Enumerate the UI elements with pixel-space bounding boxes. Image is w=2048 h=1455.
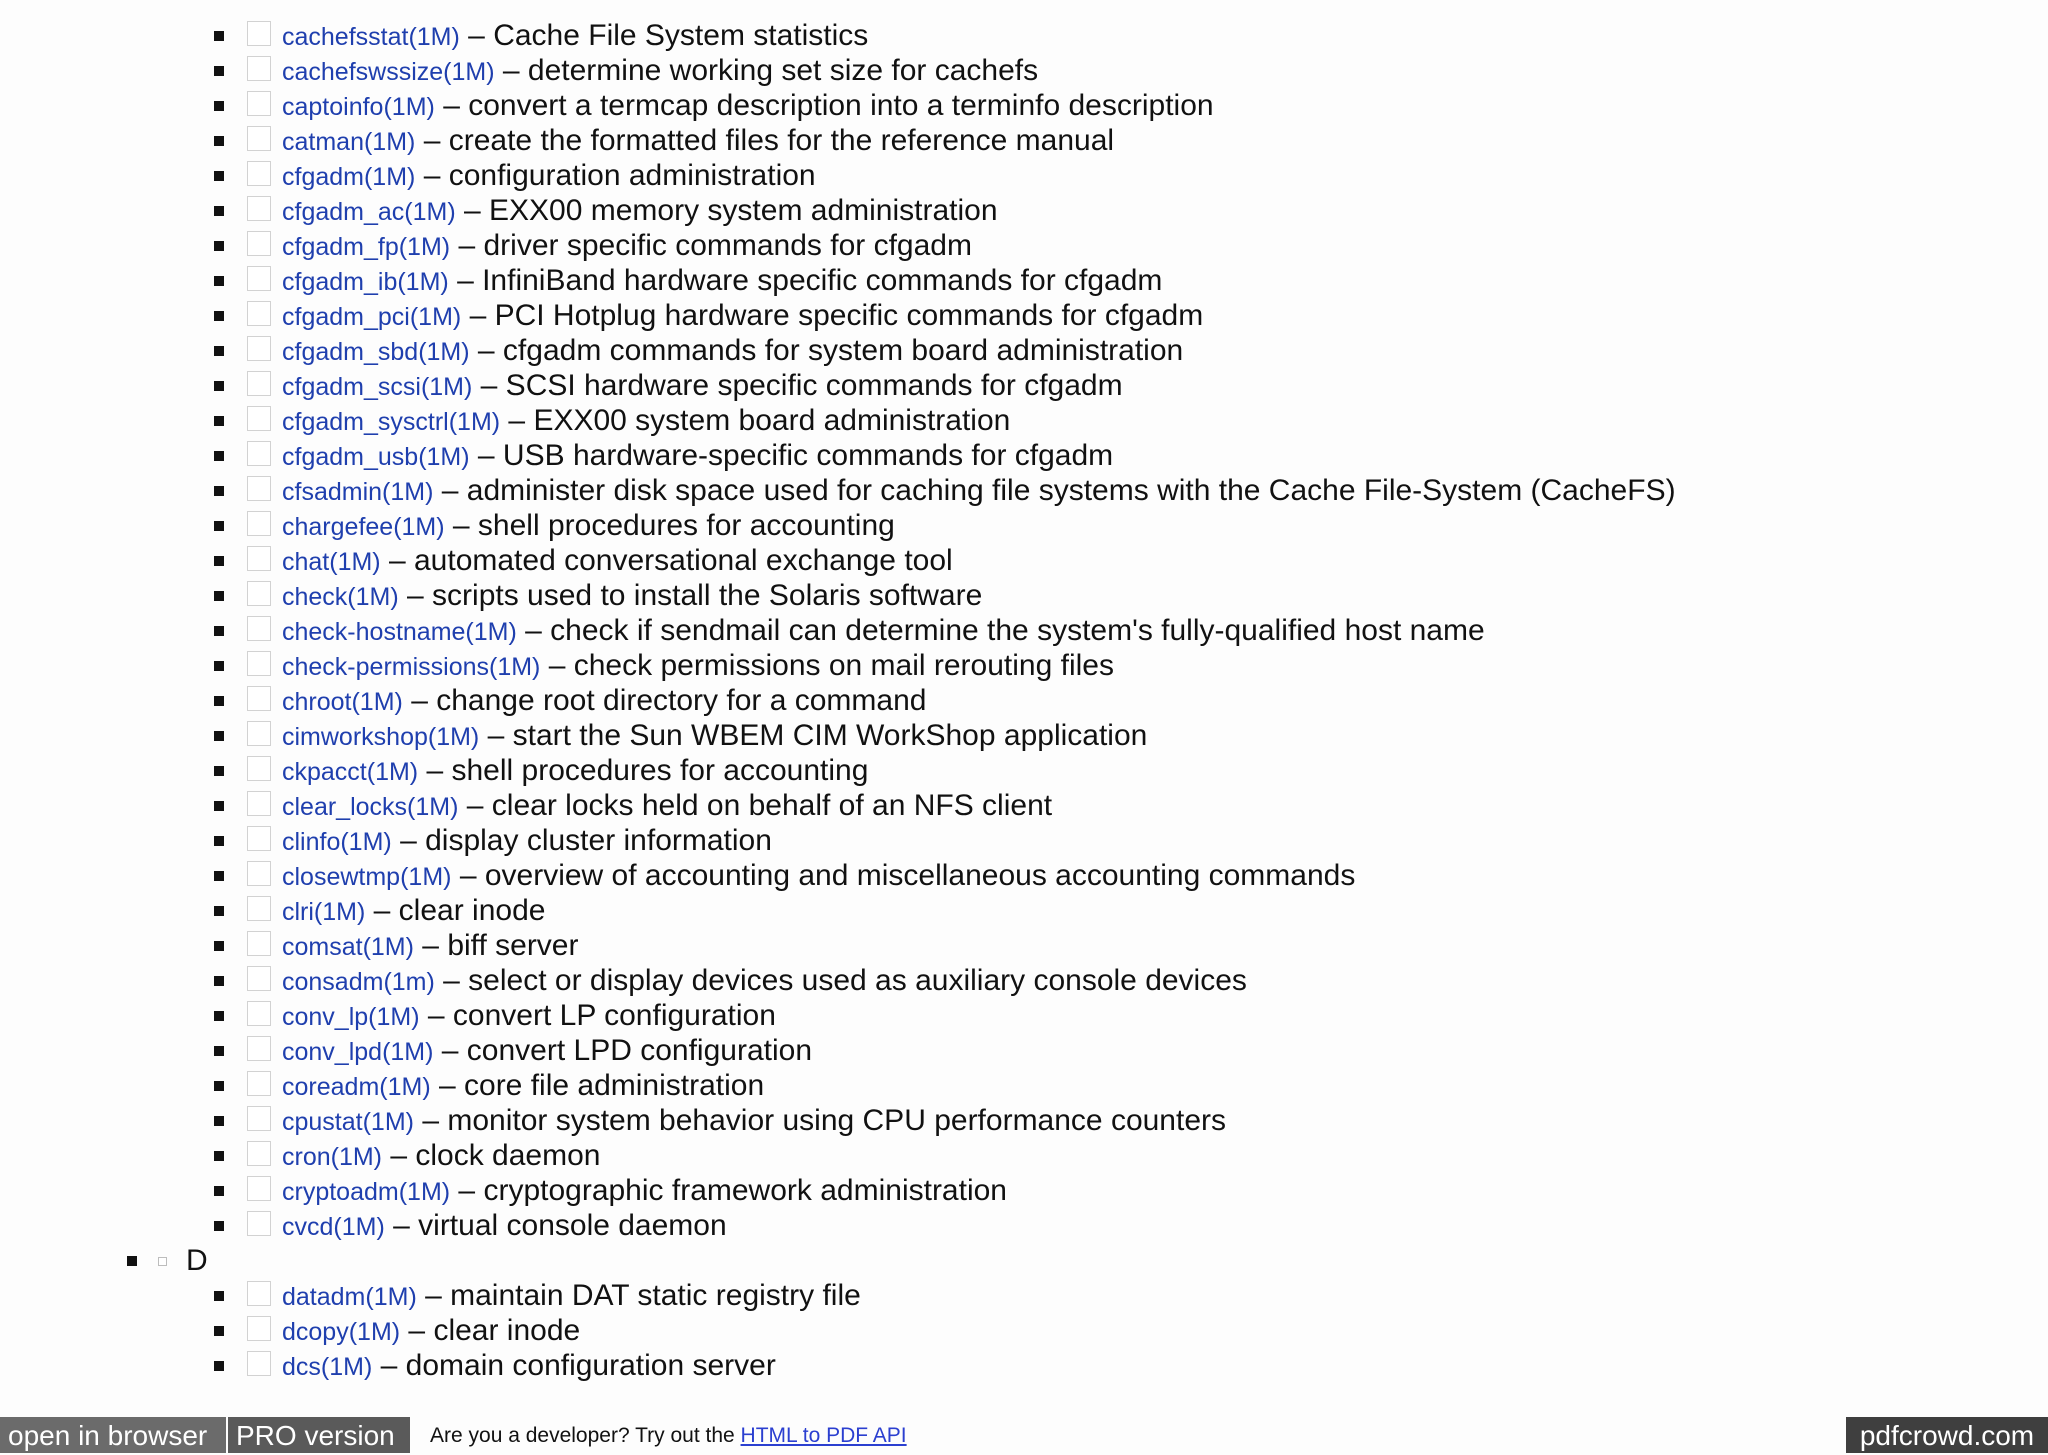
man-page-description: – clear locks held on behalf of an NFS client (458, 789, 1053, 822)
man-page-link[interactable]: clinfo(1M) (282, 828, 392, 856)
man-page-description: – change root directory for a command (402, 684, 927, 717)
man-page-link[interactable]: cfgadm_sbd(1M) (282, 338, 470, 366)
man-page-description: – virtual console daemon (384, 1209, 727, 1242)
bullet-icon (214, 1291, 224, 1301)
man-page-description: – monitor system behavior using CPU performance counters (413, 1104, 1227, 1137)
man-page-description: – cryptographic framework administration (450, 1174, 1007, 1207)
bullet-icon (214, 906, 224, 916)
pro-version-button[interactable]: PRO version (228, 1417, 410, 1453)
man-page-description: – USB hardware-specific commands for cfgadm (469, 439, 1114, 472)
pdfcrowd-brand-link[interactable]: pdfcrowd.com (1846, 1417, 2048, 1453)
list-item (0, 333, 2048, 368)
checkbox[interactable] (247, 1211, 271, 1236)
man-page-link[interactable]: cfgadm_ib(1M) (282, 268, 449, 296)
bullet-icon (214, 486, 224, 496)
list-item (0, 1103, 2048, 1138)
man-page-link[interactable]: clear_locks(1M) (282, 793, 459, 821)
bullet-icon (214, 731, 224, 741)
checkbox[interactable] (247, 476, 271, 501)
checkbox[interactable] (247, 1001, 271, 1026)
list-item (0, 228, 2048, 263)
checkbox[interactable] (247, 651, 271, 676)
list-item (0, 543, 2048, 578)
list-item (0, 473, 2048, 508)
checkbox[interactable] (247, 756, 271, 781)
list-item (0, 403, 2048, 438)
bullet-icon (214, 1081, 224, 1091)
man-page-link[interactable]: cfgadm(1M) (282, 163, 416, 191)
man-page-link[interactable]: captoinfo(1M) (282, 93, 435, 121)
checkbox[interactable] (247, 56, 271, 81)
man-page-link[interactable]: check-permissions(1M) (282, 653, 541, 681)
man-page-link[interactable]: cfgadm_scsi(1M) (282, 373, 473, 401)
man-page-link[interactable]: cfgadm_ac(1M) (282, 198, 456, 226)
list-item (0, 88, 2048, 123)
bullet-icon (214, 381, 224, 391)
man-page-description: – administer disk space used for caching file systems with the Cache File-System (CacheFS) (433, 474, 1676, 507)
man-page-description: – biff server (413, 929, 579, 962)
checkbox[interactable] (247, 721, 271, 746)
man-page-description: – clear inode (365, 894, 546, 927)
list-item (0, 263, 2048, 298)
man-page-link[interactable]: ckpacct(1M) (282, 758, 419, 786)
checkbox[interactable] (247, 931, 271, 956)
man-page-link[interactable]: coreadm(1M) (282, 1073, 431, 1101)
bullet-icon (214, 1361, 224, 1371)
man-page-link[interactable]: cachefswssize(1M) (282, 58, 495, 86)
man-page-description: – shell procedures for accounting (418, 754, 869, 787)
man-page-description: – domain configuration server (372, 1349, 776, 1382)
bullet-icon (214, 1221, 224, 1231)
open-in-browser-button[interactable]: open in browser (0, 1417, 226, 1453)
man-page-link[interactable]: cfgadm_sysctrl(1M) (282, 408, 501, 436)
list-item (0, 578, 2048, 613)
man-page-link[interactable]: cfgadm_pci(1M) (282, 303, 462, 331)
checkbox[interactable] (247, 1071, 271, 1096)
man-page-description: – select or display devices used as auxiliary console devices (434, 964, 1247, 997)
section-header-d (0, 1243, 2048, 1278)
man-page-description: – convert LP configuration (419, 999, 776, 1032)
man-page-link[interactable]: cimworkshop(1M) (282, 723, 480, 751)
bullet-icon (214, 101, 224, 111)
man-page-link[interactable]: cpustat(1M) (282, 1108, 414, 1136)
man-page-description: – EXX00 memory system administration (455, 194, 998, 227)
checkbox[interactable] (247, 581, 271, 606)
list-item (0, 823, 2048, 858)
man-page-description: – scripts used to install the Solaris software (398, 579, 983, 612)
list-item (0, 718, 2048, 753)
man-page-link[interactable]: check-hostname(1M) (282, 618, 517, 646)
man-page-description: – Cache File System statistics (459, 19, 869, 52)
checkbox[interactable] (247, 686, 271, 711)
bullet-icon (214, 346, 224, 356)
man-page-description: – core file administration (430, 1069, 765, 1102)
list-item (0, 1313, 2048, 1348)
man-page-description: – PCI Hotplug hardware specific commands for cfgadm (461, 299, 1204, 332)
man-page-link[interactable]: cvcd(1M) (282, 1213, 385, 1241)
list-item (0, 1173, 2048, 1208)
man-page-link[interactable]: catman(1M) (282, 128, 416, 156)
bullet-icon (214, 941, 224, 951)
man-page-link[interactable]: cfgadm_fp(1M) (282, 233, 451, 261)
bullet-icon (214, 416, 224, 426)
man-page-description: – determine working set size for cachefs (494, 54, 1039, 87)
man-page-link[interactable]: cfgadm_usb(1M) (282, 443, 470, 471)
man-page-description: – create the formatted files for the reference manual (415, 124, 1115, 157)
bullet-icon (214, 1011, 224, 1021)
man-page-link[interactable]: chat(1M) (282, 548, 381, 576)
checkbox[interactable] (247, 301, 271, 326)
checkbox[interactable] (247, 1351, 271, 1376)
list-item (0, 1138, 2048, 1173)
man-page-link[interactable]: cfsadmin(1M) (282, 478, 434, 506)
bullet-icon (214, 311, 224, 321)
bullet-icon (214, 696, 224, 706)
checkbox[interactable] (247, 231, 271, 256)
bullet-icon (214, 31, 224, 41)
man-page-link[interactable]: dcs(1M) (282, 1353, 373, 1381)
list-item (0, 683, 2048, 718)
checkbox[interactable] (247, 91, 271, 116)
list-item (0, 438, 2048, 473)
man-page-link[interactable]: datadm(1M) (282, 1283, 417, 1311)
man-page-link[interactable]: closewtmp(1M) (282, 863, 452, 891)
bullet-icon (214, 1116, 224, 1126)
bullet-icon (214, 801, 224, 811)
list-item (0, 1033, 2048, 1068)
html-to-pdf-api-link[interactable]: HTML to PDF API (740, 1424, 907, 1447)
checkbox[interactable] (247, 1316, 271, 1341)
section-letter: D (186, 1244, 208, 1277)
man-page-link[interactable]: cachefsstat(1M) (282, 23, 460, 51)
man-page-description: – display cluster information (391, 824, 772, 857)
man-page-description: – configuration administration (415, 159, 816, 192)
checkbox[interactable] (247, 1106, 271, 1131)
man-page-description: – convert a termcap description into a terminfo description (434, 89, 1214, 122)
checkbox[interactable] (247, 791, 271, 816)
bullet-icon (127, 1256, 137, 1266)
list-item (0, 613, 2048, 648)
man-page-link[interactable]: check(1M) (282, 583, 399, 611)
bullet-icon (214, 626, 224, 636)
man-page-link[interactable]: clri(1M) (282, 898, 366, 926)
man-page-description: – convert LPD configuration (433, 1034, 812, 1067)
man-page-link[interactable]: cron(1M) (282, 1143, 383, 1171)
checkbox[interactable] (247, 196, 271, 221)
man-page-description: – driver specific commands for cfgadm (450, 229, 972, 262)
list-item (0, 1068, 2048, 1103)
man-page-list (0, 18, 2048, 1383)
list-item (0, 193, 2048, 228)
man-page-description: – overview of accounting and miscellaneous accounting commands (451, 859, 1356, 892)
list-item (0, 963, 2048, 998)
list-item (0, 928, 2048, 963)
man-page-description: – check if sendmail can determine the system's fully-qualified host name (516, 614, 1485, 647)
checkbox[interactable] (247, 511, 271, 536)
checkbox[interactable] (247, 161, 271, 186)
man-page-link[interactable]: comsat(1M) (282, 933, 414, 961)
bullet-icon (214, 871, 224, 881)
checkbox[interactable] (247, 1036, 271, 1061)
checkbox[interactable] (247, 371, 271, 396)
bullet-icon (214, 836, 224, 846)
checkbox[interactable] (247, 826, 271, 851)
list-item (0, 1208, 2048, 1243)
man-page-link[interactable]: chroot(1M) (282, 688, 403, 716)
list-item (0, 788, 2048, 823)
checkbox[interactable] (247, 1281, 271, 1306)
man-page-description: – SCSI hardware specific commands for cfgadm (472, 369, 1123, 402)
man-page-description: – automated conversational exchange tool (380, 544, 953, 577)
bullet-icon (214, 66, 224, 76)
bullet-icon (214, 591, 224, 601)
man-page-description: – shell procedures for accounting (444, 509, 895, 542)
list-item (0, 998, 2048, 1033)
man-page-link[interactable]: consadm(1m) (282, 968, 435, 996)
list-item (0, 753, 2048, 788)
man-page-link[interactable]: dcopy(1M) (282, 1318, 401, 1346)
bullet-icon (214, 276, 224, 286)
man-page-description: – check permissions on mail rerouting files (540, 649, 1114, 682)
bullet-icon (214, 1326, 224, 1336)
list-item (0, 18, 2048, 53)
man-page-link[interactable]: chargefee(1M) (282, 513, 445, 541)
man-page-link[interactable]: conv_lp(1M) (282, 1003, 420, 1031)
bullet-icon (214, 556, 224, 566)
checkbox[interactable] (247, 126, 271, 151)
man-page-link[interactable]: conv_lpd(1M) (282, 1038, 434, 1066)
checkbox[interactable] (158, 1257, 167, 1266)
bullet-icon (214, 1151, 224, 1161)
man-page-description: – InfiniBand hardware specific commands for cfgadm (448, 264, 1163, 297)
checkbox[interactable] (247, 1176, 271, 1201)
man-page-description: – EXX00 system board administration (500, 404, 1011, 437)
bullet-icon (214, 206, 224, 216)
list-item (0, 508, 2048, 543)
checkbox[interactable] (247, 546, 271, 571)
list-item (0, 1278, 2048, 1313)
checkbox[interactable] (247, 1141, 271, 1166)
list-item (0, 53, 2048, 88)
bullet-icon (214, 521, 224, 531)
man-page-description: – cfgadm commands for system board administration (469, 334, 1184, 367)
list-item (0, 893, 2048, 928)
checkbox[interactable] (247, 896, 271, 921)
developer-promo (430, 1417, 907, 1453)
bullet-icon (214, 976, 224, 986)
checkbox[interactable] (247, 336, 271, 361)
list-item (0, 298, 2048, 333)
checkbox[interactable] (247, 406, 271, 431)
checkbox[interactable] (247, 966, 271, 991)
man-page-link[interactable]: cryptoadm(1M) (282, 1178, 451, 1206)
bullet-icon (214, 661, 224, 671)
list-item (0, 123, 2048, 158)
bullet-icon (214, 1186, 224, 1196)
man-page-description: – clear inode (400, 1314, 581, 1347)
bullet-icon (214, 136, 224, 146)
list-item (0, 158, 2048, 193)
checkbox[interactable] (247, 441, 271, 466)
list-item (0, 858, 2048, 893)
bullet-icon (214, 1046, 224, 1056)
checkbox[interactable] (247, 616, 271, 641)
bullet-icon (214, 171, 224, 181)
bullet-icon (214, 451, 224, 461)
man-page-description: – start the Sun WBEM CIM WorkShop application (479, 719, 1148, 752)
checkbox[interactable] (247, 266, 271, 291)
list-item (0, 368, 2048, 403)
man-page-description: – maintain DAT static registry file (416, 1279, 861, 1312)
list-item (0, 648, 2048, 683)
checkbox[interactable] (247, 21, 271, 46)
list-item (0, 1348, 2048, 1383)
bullet-icon (214, 241, 224, 251)
developer-promo-text: Are you a developer? Try out the (430, 1424, 741, 1447)
bullet-icon (214, 766, 224, 776)
man-page-description: – clock daemon (382, 1139, 601, 1172)
checkbox[interactable] (247, 861, 271, 886)
pdfcrowd-footer (0, 1417, 2048, 1453)
